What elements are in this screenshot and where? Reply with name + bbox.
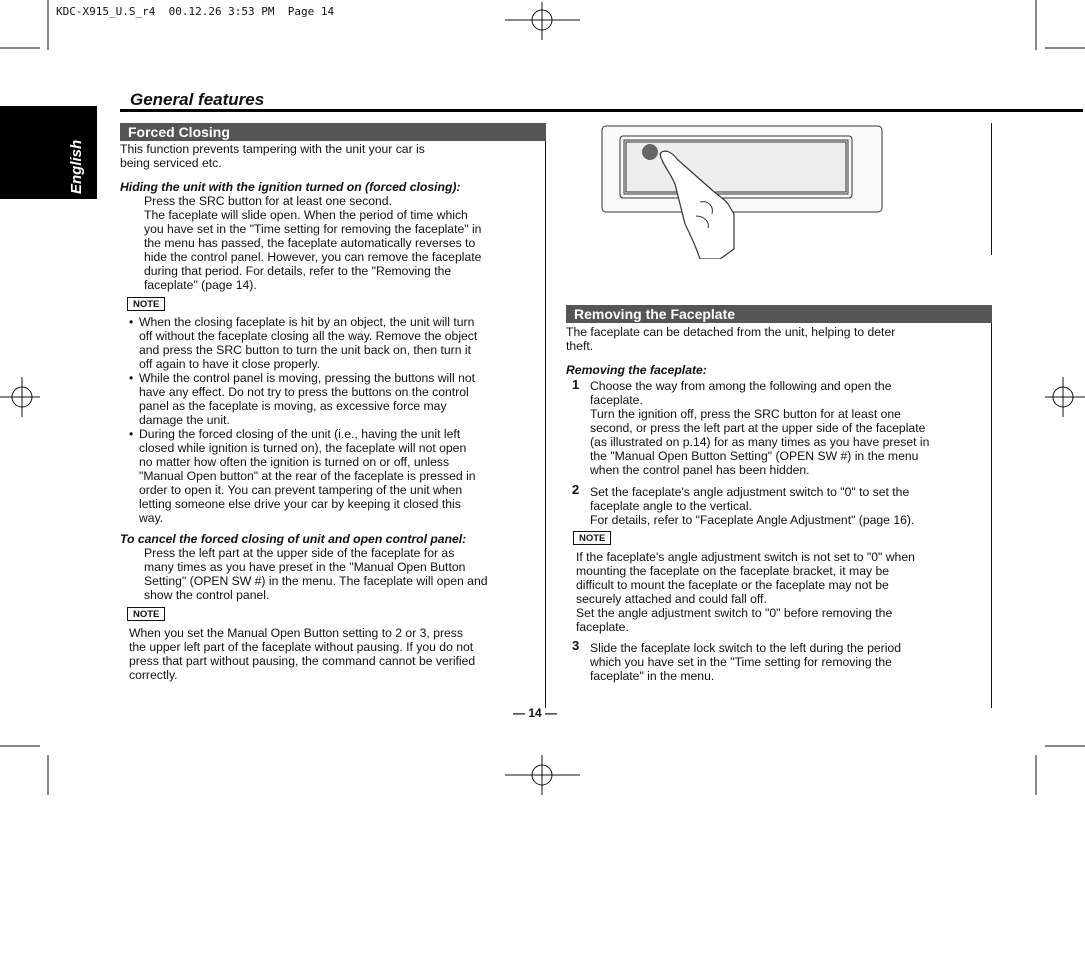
removing-intro: The faceplate can be detached from the unit, helping to deter theft.	[566, 325, 896, 353]
forced-closing-intro: This function prevents tampering with the unit your car is being serviced etc.	[120, 142, 425, 170]
section-heading-forced-closing: Forced Closing	[120, 123, 546, 141]
faceplate-button-icon	[642, 144, 658, 160]
page-number: — 14 —	[513, 706, 558, 720]
step-2-number: 2	[572, 482, 580, 497]
step-2-body: Set the faceplate's angle adjustment switch to "0" to set the faceplate angle to the vertical. For details, refer to "Faceplate Angle Adjustment" (page 16).	[590, 485, 915, 527]
list-item: • While the control panel is moving, pressing the buttons will not have any effect. Do not try to press the buttons on the control panel as the faceplate is moving, as excessive force may damage the unit.	[129, 371, 476, 427]
cancel-title: To cancel the forced closing of unit and open control panel:	[120, 532, 467, 546]
title-rule	[120, 109, 1083, 112]
note-label: NOTE	[127, 297, 165, 311]
step-1-number: 1	[572, 377, 580, 392]
print-header: KDC-X915_U.S_r4 00.12.26 3:53 PM Page 14	[56, 5, 335, 18]
step-3-body: Slide the faceplate lock switch to the left during the period which you have set in the "Time setting for removing the faceplate" in the menu.	[590, 641, 901, 683]
step-1-body: Choose the way from among the following and open the faceplate. Turn the ignition off, press the SRC button for at least one second, or press the left part at the upper side of the faceplate (as illustrated on p.14) for as many times as you have preset in the "Manual Open Button Setting" (OPEN SW #) in the menu when the control panel has been hidden.	[590, 379, 930, 477]
page-title: General features	[130, 90, 265, 109]
removing-subtitle: Removing the faceplate:	[566, 363, 707, 377]
list-item: • During the forced closing of the unit (i.e., having the unit left closed while ignition is turned on), the faceplate will not open no matter how often the ignition is turned on or off, unless "Manual Open button" at the rear of the faceplate is pressed in order to open it. You can prevent tampering of the unit when letting someone else drive your car by keeping it closed this way.	[129, 427, 476, 525]
list-item: • When the closing faceplate is hit by an object, the unit will turn off without the faceplate closing all the way. Remove the object and press the SRC button to turn the unit back on, then turn it off again to have it close properly.	[129, 315, 478, 371]
note2-body: When you set the Manual Open Button setting to 2 or 3, press the upper left part of the faceplate without pausing. If you do not press that part without pausing, the command cannot be verified correctly.	[129, 626, 476, 682]
hide-unit-title: Hiding the unit with the ignition turned on (forced closing):	[120, 180, 461, 194]
hide-unit-body: Press the SRC button for at least one second. The faceplate will slide open. When the period of time which you have set in the "Time setting for removing the faceplate" in the menu has passed, the faceplate automatically reverses to hide the control panel. However, you can remove the faceplate during that period. For details, refer to the "Removing the faceplate" (page 14).	[144, 194, 482, 292]
section-heading-removing: Removing the Faceplate	[566, 305, 992, 323]
note-label-3: NOTE	[573, 531, 611, 545]
right-rule-top	[991, 123, 992, 255]
right-rule-bottom	[991, 322, 992, 708]
note-bullets	[129, 315, 539, 525]
language-tab	[0, 106, 97, 199]
column-divider	[545, 140, 546, 708]
faceplate-illustration	[600, 124, 885, 259]
cancel-body: Press the left part at the upper side of the faceplate for as many times as you have preset in the "Manual Open Button Setting" (OPEN SW #) in the menu. The faceplate will open and show the control panel.	[144, 546, 488, 602]
note-label-2: NOTE	[127, 607, 165, 621]
removing-note-body: If the faceplate's angle adjustment switch is not set to "0" when mounting the faceplate on the faceplate bracket, it may be difficult to mount the faceplate or the faceplate may not be securely attached and could fall off. Set the angle adjustment switch to "0" before removing the faceplate.	[576, 550, 915, 634]
step-3-number: 3	[572, 638, 580, 653]
language-tab-label: English	[68, 139, 85, 194]
